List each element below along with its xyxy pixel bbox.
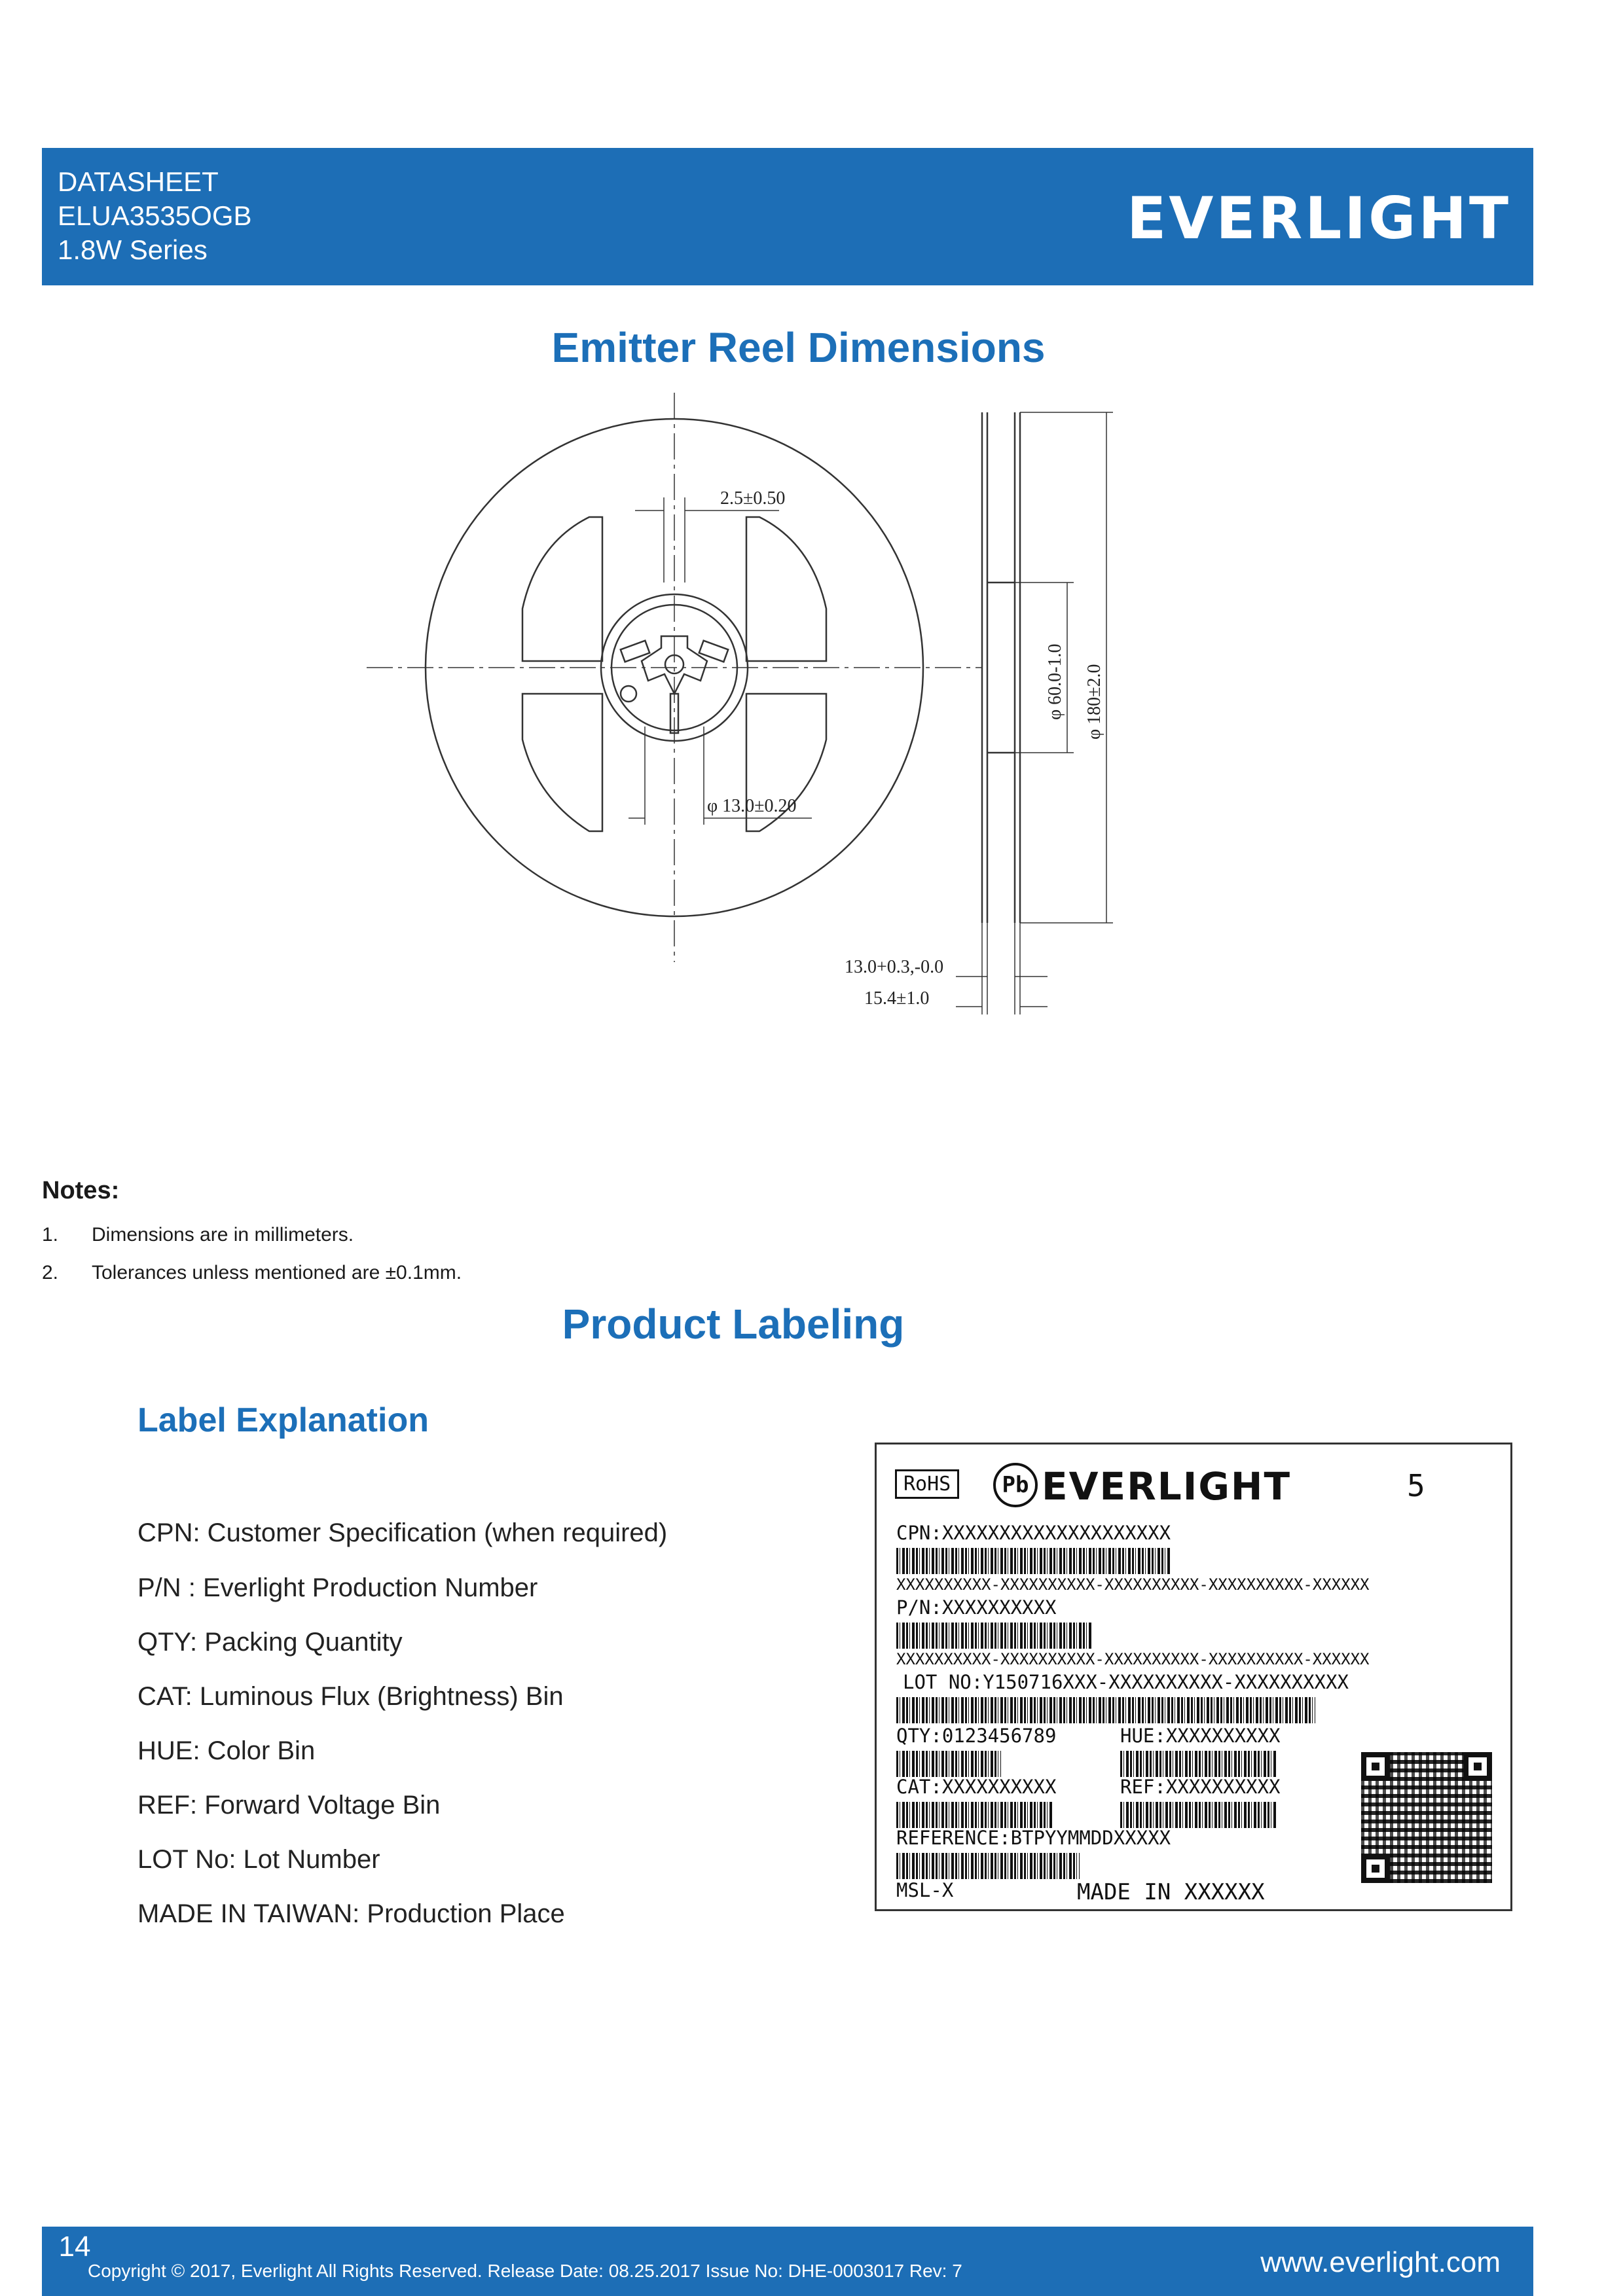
part-number: ELUA3535OGB [58,200,252,231]
cat-barcode [896,1802,1053,1828]
label-cpn: CPN:XXXXXXXXXXXXXXXXXXXX [896,1522,1171,1544]
label-ref: REF:XXXXXXXXXX [1120,1776,1281,1798]
outer-width-dim: 15.4±1.0 [864,988,930,1009]
series-name: 1.8W Series [58,234,208,265]
explanation-qty: QTY: Packing Quantity [137,1628,403,1657]
hue-barcode [1120,1751,1277,1777]
product-label-sample [875,1443,1512,1911]
label-reference: REFERENCE:BTPYYMMDDXXXXX [896,1827,1171,1849]
label-pn-code: XXXXXXXXXX-XXXXXXXXXX-XXXXXXXXXX-XXXXXXXXXX-XXXXXX [896,1650,1370,1668]
note-item: 1. Dimensions are in millimeters. [42,1224,354,1246]
note-item: 2. Tolerances unless mentioned are ±0.1mm. [42,1262,462,1283]
label-cat: CAT:XXXXXXXXXX [896,1776,1057,1798]
outer-diameter-dim: φ 180±2.0 [1084,664,1104,740]
label-cpn-code: XXXXXXXXXX-XXXXXXXXXX-XXXXXXXXXX-XXXXXXXXXX-XXXXXX [896,1575,1370,1594]
footer-bar [42,2227,1533,2296]
doc-type: DATASHEET [58,166,219,197]
label-logo: EVERLIGHT [1042,1464,1292,1509]
reel-section-title: Emitter Reel Dimensions [551,324,1046,371]
reference-barcode [896,1853,1080,1879]
rohs-mark: RoHS [895,1469,959,1499]
header-bar [42,148,1533,285]
page-number: 14 [58,2231,91,2263]
explanation-lot: LOT No: Lot Number [137,1845,380,1874]
explanation-made-in: MADE IN TAIWAN: Production Place [137,1899,565,1928]
label-pn: P/N:XXXXXXXXXX [896,1596,1057,1619]
qr-code [1361,1752,1492,1883]
website-link[interactable]: www.everlight.com [1260,2246,1501,2278]
everlight-logo: EVERLIGHT [1127,185,1511,252]
cpn-barcode [896,1548,1171,1574]
label-lot: LOT NO:Y150716XXX-XXXXXXXXXX-XXXXXXXXXX [903,1671,1349,1693]
explanation-hue: HUE: Color Bin [137,1736,316,1765]
explanation-pn: P/N : Everlight Production Number [137,1573,538,1602]
explanation-cat: CAT: Luminous Flux (Brightness) Bin [137,1682,564,1711]
inner-width-dim: 13.0+0.3,-0.0 [845,957,944,977]
ref-barcode [1120,1802,1277,1828]
inner-diameter-dim: φ 60.0-1.0 [1045,643,1065,720]
pb-free-mark: Pb [993,1463,1038,1507]
label-qty: QTY:0123456789 [896,1725,1057,1747]
label-hue: HUE:XXXXXXXXXX [1120,1725,1281,1747]
label-msl: MSL-X [896,1879,954,1901]
copyright-text: Copyright © 2017, Everlight All Rights Reserved. Release Date: 08.25.2017 Issue No: DHE-0003017 Rev: 7 [88,2261,962,2281]
explanation-ref: REF: Forward Voltage Bin [137,1791,441,1820]
notes-title: Notes: [42,1177,120,1204]
pn-barcode [896,1623,1093,1649]
slot-width-dim: 2.5±0.50 [720,488,786,509]
label-number: 5 [1407,1468,1425,1503]
qty-barcode [896,1751,1001,1777]
labeling-section-title: Product Labeling [562,1300,905,1348]
lot-barcode [896,1697,1315,1723]
explanation-cpn: CPN: Customer Specification (when required) [137,1518,668,1547]
label-made-in: MADE IN XXXXXX [1077,1879,1265,1905]
label-explanation-title: Label Explanation [137,1401,429,1439]
reel-drawing [354,386,1139,1028]
hub-diameter-dim: φ 13.0±0.20 [707,796,797,816]
